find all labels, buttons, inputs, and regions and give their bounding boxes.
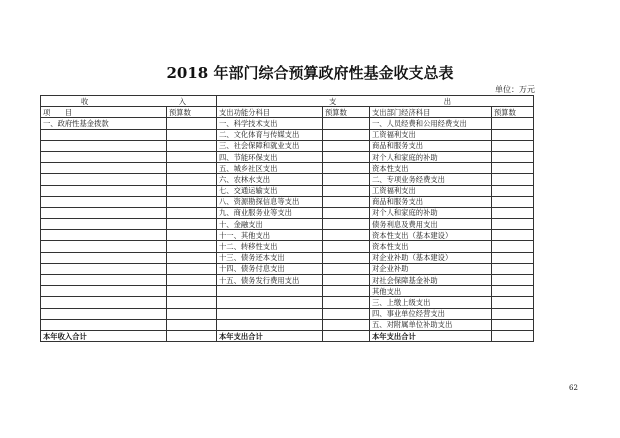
table-row	[41, 263, 534, 274]
income-item-cell	[41, 129, 167, 140]
function-subject-cell: 十二、转移性支出	[217, 241, 323, 252]
economic-subject-cell: 对个人和家庭的补助	[370, 207, 492, 218]
expense-char-1: 支	[329, 96, 337, 106]
income-amount-cell	[167, 219, 217, 230]
function-subject-cell: 五、城乡社区支出	[217, 163, 323, 174]
economic-amount-cell	[492, 207, 534, 218]
economic-subject-cell: 商品和服务支出	[370, 140, 492, 151]
function-amount-cell	[323, 185, 370, 196]
table-row	[41, 252, 534, 263]
function-amount-cell	[323, 319, 370, 330]
income-item-cell	[41, 319, 167, 330]
economic-amount-cell	[492, 151, 534, 162]
function-total-label: 本年支出合计	[217, 330, 323, 341]
income-amount-cell	[167, 286, 217, 297]
function-amount-cell	[323, 241, 370, 252]
function-amount-cell	[323, 174, 370, 185]
function-subject-cell: 六、农林水支出	[217, 174, 323, 185]
income-amount-cell	[167, 140, 217, 151]
income-amount-cell	[167, 163, 217, 174]
table-row	[41, 196, 534, 207]
income-amount-cell	[167, 230, 217, 241]
economic-subject-cell: 四、事业单位经营支出	[370, 308, 492, 319]
income-amount-cell	[167, 263, 217, 274]
economic-subject-cell: 工资福利支出	[370, 129, 492, 140]
table-row	[41, 275, 534, 286]
income-item-cell	[41, 207, 167, 218]
page-title: 2018 年部门综合预算政府性基金收支总表	[166, 64, 454, 82]
economic-amount-cell	[492, 275, 534, 286]
income-amount-cell	[167, 207, 217, 218]
economic-subject-cell: 三、上缴上级支出	[370, 297, 492, 308]
expense-char-2: 出	[443, 96, 452, 106]
function-subject-cell	[217, 319, 323, 330]
economic-subject-cell: 资本性支出	[370, 241, 492, 252]
table-row	[41, 174, 534, 185]
page-number: 62	[569, 384, 578, 392]
function-amount-cell	[323, 219, 370, 230]
function-subject-cell: 十一、其他支出	[217, 230, 323, 241]
function-subject-cell	[217, 297, 323, 308]
economic-amount-cell	[492, 174, 534, 185]
economic-subject-cell: 二、专项业务经费支出	[370, 174, 492, 185]
economic-subject-cell: 资本性支出（基本建设）	[370, 230, 492, 241]
economic-subject-cell: 商品和服务支出	[370, 196, 492, 207]
income-item-cell	[41, 196, 167, 207]
income-amount-cell	[167, 174, 217, 185]
table-row	[41, 230, 534, 241]
function-amount-cell	[323, 140, 370, 151]
income-item-cell	[41, 275, 167, 286]
unit-label: 单位：万元	[495, 85, 535, 94]
table-row	[41, 151, 534, 162]
function-subject-cell: 一、科学技术支出	[217, 118, 323, 129]
income-item-cell	[41, 297, 167, 308]
income-item-cell	[41, 151, 167, 162]
economic-amount-cell	[492, 196, 534, 207]
income-item-cell	[41, 241, 167, 252]
table-row	[41, 207, 534, 218]
economic-total-label: 本年支出合计	[370, 330, 492, 341]
function-subject-cell: 七、交通运输支出	[217, 185, 323, 196]
income-total-label: 本年收入合计	[41, 330, 167, 341]
economic-subject-cell: 其他支出	[370, 286, 492, 297]
table-row	[41, 118, 534, 129]
income-amount-cell	[167, 275, 217, 286]
function-subject-cell: 十五、债务发行费用支出	[217, 275, 323, 286]
economic-subject-cell: 五、对附属单位补助支出	[370, 319, 492, 330]
function-subject-cell: 二、文化体育与传媒支出	[217, 129, 323, 140]
column-header-item: 项 目	[41, 107, 167, 118]
column-header-economic-subject: 支出部门经济科目	[370, 107, 492, 118]
function-subject-cell: 三、社会保障和就业支出	[217, 140, 323, 151]
column-header-row	[41, 107, 534, 118]
economic-amount-cell	[492, 118, 534, 129]
function-subject-cell	[217, 286, 323, 297]
income-item-cell	[41, 252, 167, 263]
function-amount-cell	[323, 286, 370, 297]
economic-subject-cell: 资本性支出	[370, 163, 492, 174]
function-subject-cell: 十、金融支出	[217, 219, 323, 230]
income-amount-cell	[167, 319, 217, 330]
income-item-cell	[41, 140, 167, 151]
economic-amount-cell	[492, 230, 534, 241]
function-total-value	[323, 330, 370, 341]
function-subject-cell: 十三、债务还本支出	[217, 252, 323, 263]
function-amount-cell	[323, 263, 370, 274]
income-char-1: 收	[81, 96, 89, 106]
table-row	[41, 129, 534, 140]
economic-amount-cell	[492, 219, 534, 230]
economic-amount-cell	[492, 185, 534, 196]
economic-subject-cell: 债务利息及费用支出	[370, 219, 492, 230]
income-amount-cell	[167, 118, 217, 129]
table-row	[41, 308, 534, 319]
income-item-cell	[41, 286, 167, 297]
function-subject-cell	[217, 308, 323, 319]
function-amount-cell	[323, 151, 370, 162]
income-amount-cell	[167, 241, 217, 252]
income-amount-cell	[167, 297, 217, 308]
economic-subject-cell: 对企业补助	[370, 263, 492, 274]
income-char-2: 入	[178, 96, 186, 106]
function-amount-cell	[323, 118, 370, 129]
economic-subject-cell: 对个人和家庭的补助	[370, 151, 492, 162]
column-header-economic-amount: 预算数	[492, 107, 534, 118]
economic-amount-cell	[492, 241, 534, 252]
table-row	[41, 219, 534, 230]
expense-section-header	[217, 96, 534, 107]
column-header-function-subject: 支出功能分科目	[217, 107, 323, 118]
table-row	[41, 286, 534, 297]
table-row	[41, 185, 534, 196]
table-row	[41, 319, 534, 330]
income-amount-cell	[167, 252, 217, 263]
function-subject-cell: 四、节能环保支出	[217, 151, 323, 162]
table-row	[41, 163, 534, 174]
income-amount-cell	[167, 151, 217, 162]
income-item-cell	[41, 230, 167, 241]
economic-subject-cell: 一、人员经费和公用经费支出	[370, 118, 492, 129]
function-amount-cell	[323, 297, 370, 308]
table-row	[41, 241, 534, 252]
income-item-cell	[41, 308, 167, 319]
budget-summary-table	[40, 95, 534, 342]
column-header-income-amount: 预算数	[167, 107, 217, 118]
economic-amount-cell	[492, 319, 534, 330]
income-item-cell: 一、政府性基金拨款	[41, 118, 167, 129]
total-row	[41, 330, 534, 341]
function-amount-cell	[323, 275, 370, 286]
function-amount-cell	[323, 308, 370, 319]
income-item-cell	[41, 219, 167, 230]
function-amount-cell	[323, 207, 370, 218]
function-subject-cell: 九、商业服务业等支出	[217, 207, 323, 218]
economic-total-value	[492, 330, 534, 341]
function-amount-cell	[323, 252, 370, 263]
income-section-header	[41, 96, 217, 107]
economic-amount-cell	[492, 286, 534, 297]
economic-amount-cell	[492, 163, 534, 174]
economic-subject-cell: 工资福利支出	[370, 185, 492, 196]
economic-amount-cell	[492, 297, 534, 308]
section-header-row	[41, 96, 534, 107]
economic-subject-cell: 对社会保障基金补助	[370, 275, 492, 286]
function-amount-cell	[323, 129, 370, 140]
economic-amount-cell	[492, 263, 534, 274]
income-item-cell	[41, 174, 167, 185]
economic-subject-cell: 对企业补助（基本建设）	[370, 252, 492, 263]
income-amount-cell	[167, 185, 217, 196]
function-amount-cell	[323, 163, 370, 174]
function-amount-cell	[323, 196, 370, 207]
income-item-cell	[41, 163, 167, 174]
column-header-function-amount: 预算数	[323, 107, 370, 118]
income-item-cell	[41, 263, 167, 274]
table-row	[41, 140, 534, 151]
income-total-value	[167, 330, 217, 341]
function-subject-cell: 十四、债务付息支出	[217, 263, 323, 274]
table-row	[41, 297, 534, 308]
income-item-cell	[41, 185, 167, 196]
economic-amount-cell	[492, 140, 534, 151]
income-amount-cell	[167, 129, 217, 140]
income-amount-cell	[167, 308, 217, 319]
economic-amount-cell	[492, 129, 534, 140]
income-amount-cell	[167, 196, 217, 207]
economic-amount-cell	[492, 308, 534, 319]
economic-amount-cell	[492, 252, 534, 263]
function-subject-cell: 八、资源勘探信息等支出	[217, 196, 323, 207]
function-amount-cell	[323, 230, 370, 241]
